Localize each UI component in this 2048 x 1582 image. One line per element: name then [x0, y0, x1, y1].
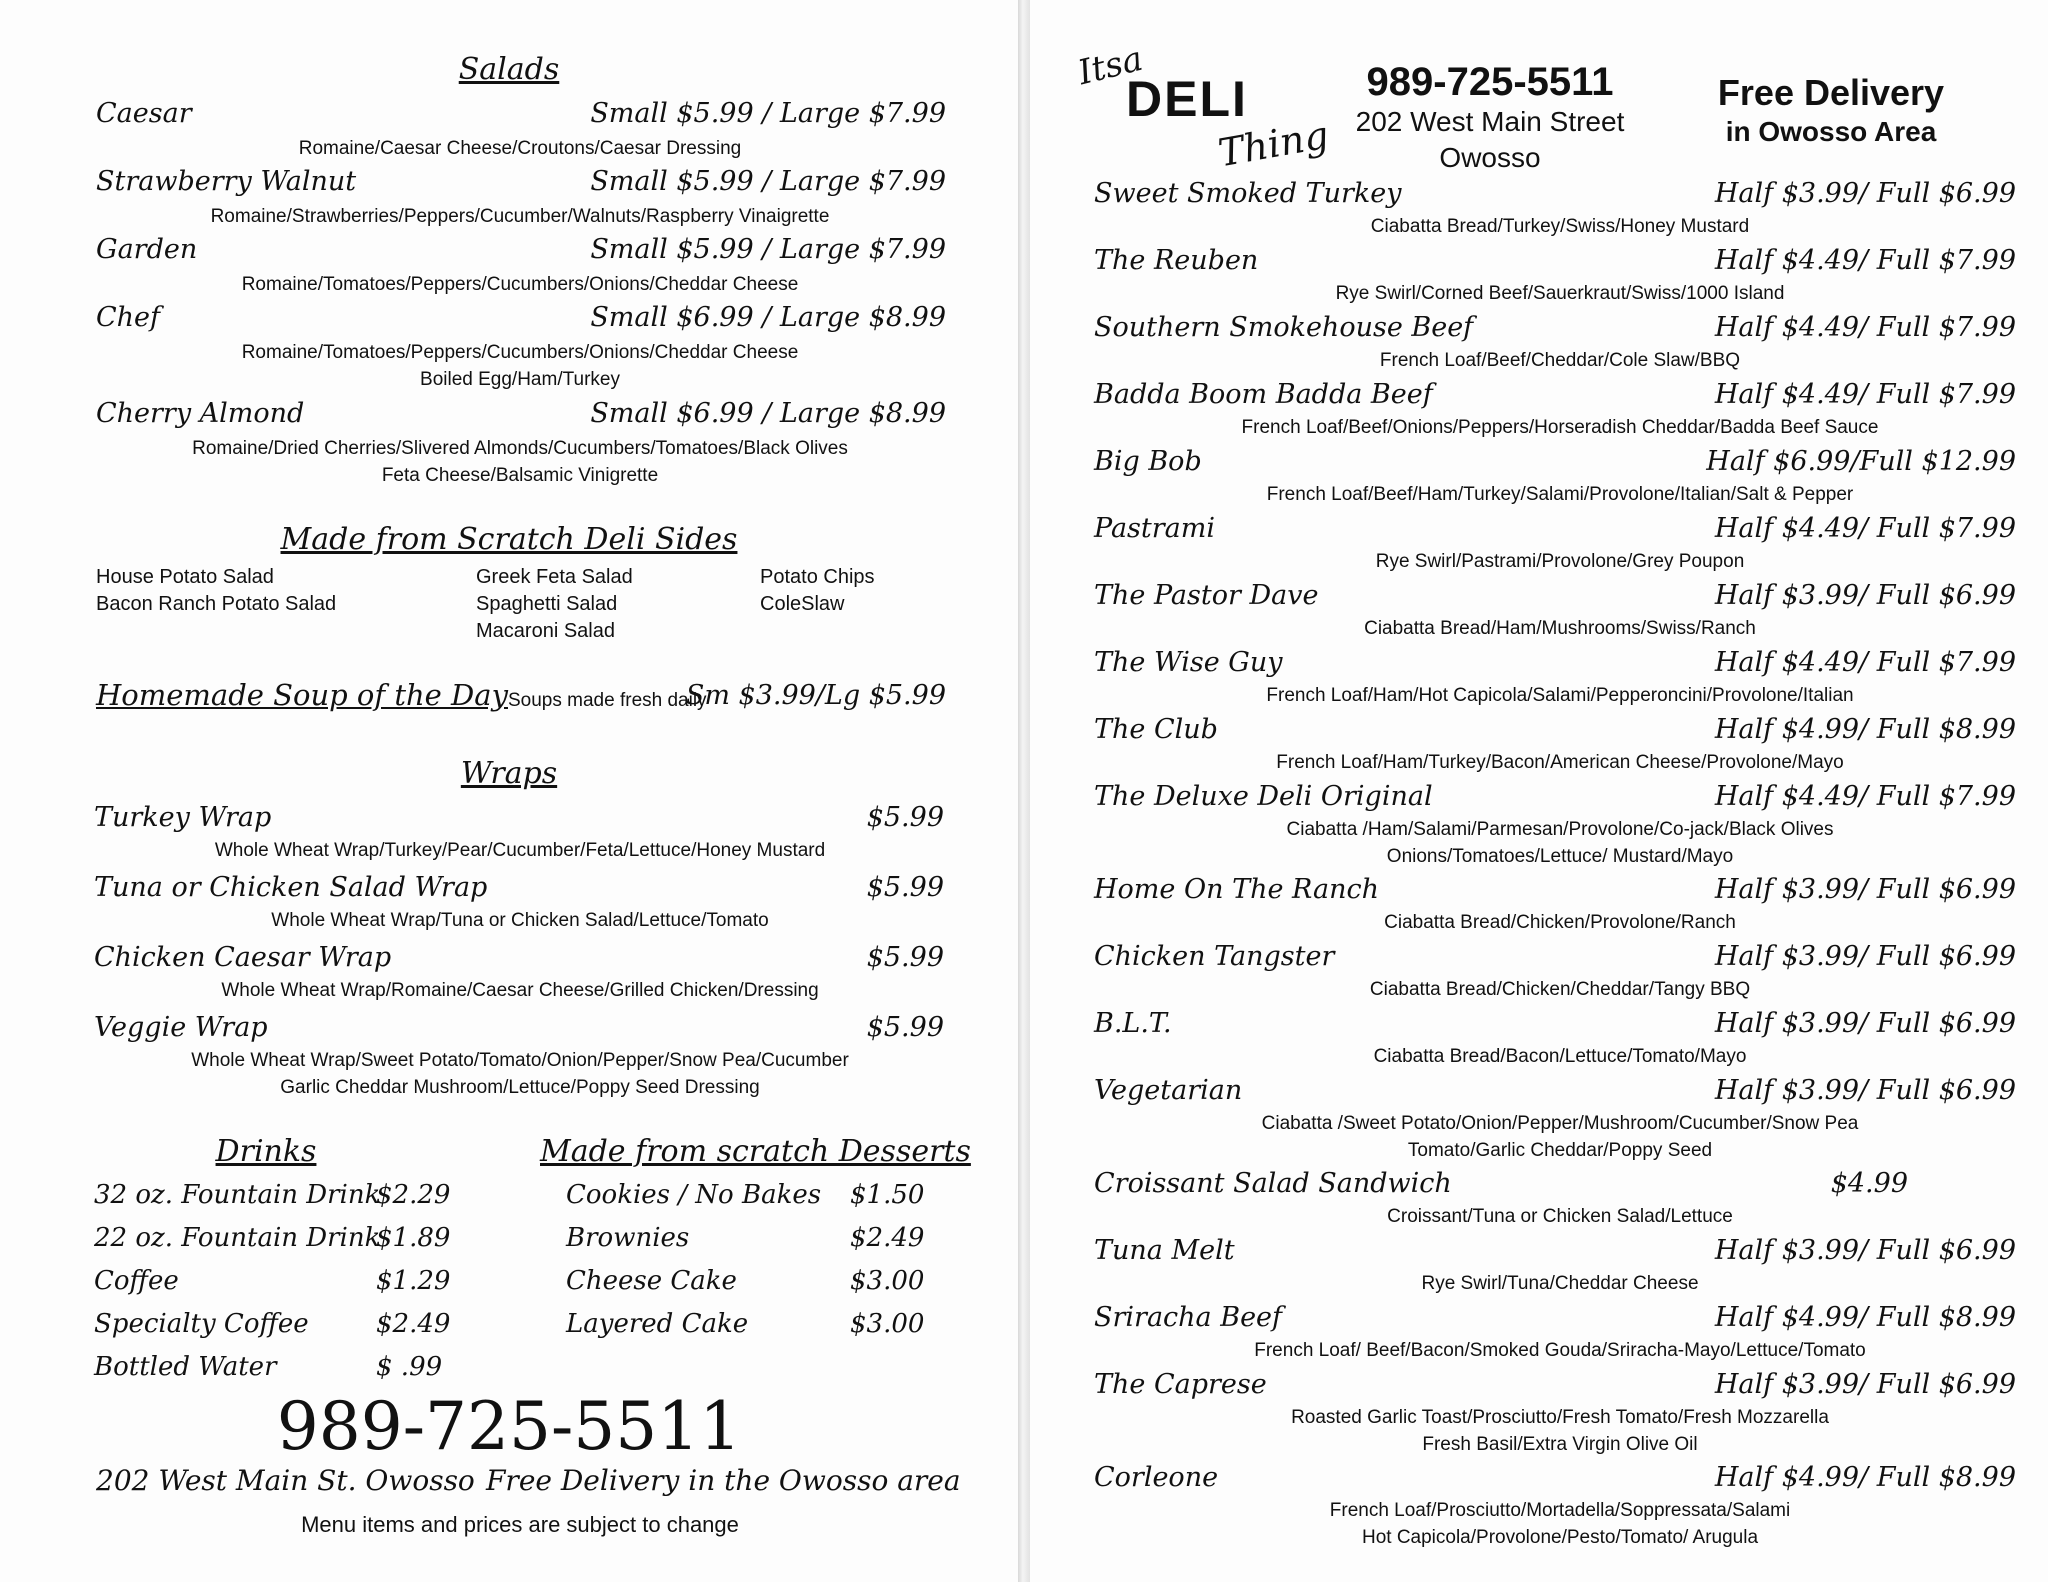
dessert-name: Cheese Cake: [566, 1266, 737, 1296]
sandwich-description: Hot Capicola/Provolone/Pesto/Tomato/ Arugula: [1361, 1527, 1759, 1548]
sandwich-name: Tuna Melt: [1094, 1235, 1235, 1266]
salad-description: Feta Cheese/Balsamic Vinigrette: [381, 465, 659, 486]
drink-price: $1.29: [376, 1266, 451, 1296]
salad-description: Romaine/Caesar Cheese/Croutons/Caesar Dressing: [298, 138, 742, 159]
sandwich-description: Ciabatta /Ham/Salami/Parmesan/Provolone/Co-jack/Black Olives: [1286, 819, 1834, 840]
sandwich-description: Rye Swirl/Tuna/Cheddar Cheese: [1421, 1273, 1699, 1294]
logo-thing: Thing: [1215, 112, 1332, 176]
sandwich-price: Half $4.99/ Full $8.99: [1714, 1462, 2016, 1493]
salad-description: Romaine/Strawberries/Peppers/Cucumber/Walnuts/Raspberry Vinaigrette: [210, 206, 830, 227]
wrap-name: Turkey Wrap: [94, 802, 272, 833]
desserts-heading: Made from scratch Desserts: [540, 1134, 971, 1169]
sandwich-price: Half $4.49/ Full $7.99: [1714, 379, 2016, 410]
sandwich-name: Sweet Smoked Turkey: [1094, 178, 1402, 209]
header-phone: 989-725-5511: [1366, 60, 1614, 104]
wrap-description: Garlic Cheddar Mushroom/Lettuce/Poppy Seed Dressing: [280, 1077, 760, 1098]
drink-price: $2.29: [376, 1180, 451, 1210]
side-item: House Potato Salad: [96, 566, 274, 588]
soup-price: Sm $3.99/Lg $5.99: [685, 680, 946, 711]
drink-price: $2.49: [376, 1309, 451, 1339]
sandwich-name: Chicken Tangster: [1094, 941, 1335, 972]
sandwich-description: French Loaf/ Beef/Bacon/Smoked Gouda/Sriracha-Mayo/Lettuce/Tomato: [1254, 1340, 1866, 1361]
sandwich-price: Half $4.99/ Full $8.99: [1714, 1302, 2016, 1333]
wrap-price: $5.99: [866, 942, 944, 973]
sandwich-price: Half $4.49/ Full $7.99: [1714, 781, 2016, 812]
sandwich-name: Pastrami: [1094, 513, 1215, 544]
sandwich-price: Half $3.99/ Full $6.99: [1714, 580, 2016, 611]
dessert-price: $3.00: [850, 1309, 925, 1339]
sandwich-price: Half $4.49/ Full $7.99: [1714, 647, 2016, 678]
soup-heading: Homemade Soup of the Day: [96, 678, 508, 712]
footer-note: Menu items and prices are subject to change: [301, 1512, 739, 1537]
wraps-heading: Wraps: [460, 756, 558, 791]
sandwich-price: Half $3.99/ Full $6.99: [1714, 874, 2016, 905]
salad-description: Romaine/Tomatoes/Peppers/Cucumbers/Onions/Cheddar Cheese: [241, 274, 799, 295]
salad-price: Small $6.99 / Large $8.99: [590, 302, 946, 333]
sandwich-name: The Pastor Dave: [1094, 580, 1319, 611]
sandwich-description: French Loaf/Beef/Ham/Turkey/Salami/Provolone/Italian/Salt & Pepper: [1266, 484, 1854, 505]
sandwich-description: Ciabatta Bread/Bacon/Lettuce/Tomato/Mayo: [1373, 1046, 1747, 1067]
dessert-name: Cookies / No Bakes: [566, 1180, 822, 1210]
sandwich-price: Half $4.99/ Full $8.99: [1714, 714, 2016, 745]
sides-heading: Made from Scratch Deli Sides: [280, 522, 738, 557]
sandwich-price: Half $3.99/ Full $6.99: [1714, 1369, 2016, 1400]
header-delivery-area: in Owosso Area: [1725, 116, 1937, 147]
salad-price: Small $5.99 / Large $7.99: [590, 234, 946, 265]
sandwich-description: Rye Swirl/Corned Beef/Sauerkraut/Swiss/1000 Island: [1335, 283, 1785, 304]
sandwich-name: The Caprese: [1094, 1369, 1267, 1400]
wrap-description: Whole Wheat Wrap/Sweet Potato/Tomato/Onion/Pepper/Snow Pea/Cucumber: [191, 1050, 849, 1071]
sandwich-name: The Wise Guy: [1094, 647, 1283, 678]
salad-name: Strawberry Walnut: [96, 166, 357, 197]
salads-heading: Salads: [458, 52, 560, 87]
sandwich-name: Southern Smokehouse Beef: [1094, 312, 1474, 343]
soup-note: Soups made fresh daily: [508, 690, 707, 711]
sandwich-description: Ciabatta /Sweet Potato/Onion/Pepper/Mushroom/Cucumber/Snow Pea: [1261, 1113, 1859, 1134]
sandwich-name: Home On The Ranch: [1094, 874, 1379, 905]
sandwich-description: French Loaf/Beef/Onions/Peppers/Horseradish Cheddar/Badda Beef Sauce: [1241, 417, 1879, 438]
sandwich-description: French Loaf/Beef/Cheddar/Cole Slaw/BBQ: [1379, 350, 1741, 371]
footer-delivery: Free Delivery in the Owosso area: [486, 1464, 961, 1497]
drink-price: $ .99: [376, 1352, 443, 1382]
wrap-price: $5.99: [866, 872, 944, 903]
drink-name: 32 oz. Fountain Drink: [94, 1180, 381, 1210]
salad-name: Cherry Almond: [96, 398, 305, 429]
sandwich-price: Half $3.99/ Full $6.99: [1714, 1075, 2016, 1106]
salad-description: Romaine/Dried Cherries/Slivered Almonds/Cucumbers/Tomatoes/Black Olives: [192, 438, 848, 459]
sandwich-price: $4.99: [1830, 1168, 1908, 1199]
dessert-name: Layered Cake: [566, 1309, 749, 1339]
logo-itsa: Itsa: [1074, 38, 1147, 94]
drink-name: Specialty Coffee: [94, 1309, 309, 1339]
salad-description: Romaine/Tomatoes/Peppers/Cucumbers/Onions/Cheddar Cheese: [241, 342, 799, 363]
right-menu-page: [1030, 0, 2048, 1582]
sandwich-description: Croissant/Tuna or Chicken Salad/Lettuce: [1387, 1206, 1733, 1227]
wrap-description: Whole Wheat Wrap/Turkey/Pear/Cucumber/Feta/Lettuce/Honey Mustard: [214, 840, 826, 861]
salad-name: Caesar: [96, 98, 192, 129]
sandwich-price: Half $3.99/ Full $6.99: [1714, 1008, 2016, 1039]
salad-description: Boiled Egg/Ham/Turkey: [420, 369, 620, 390]
header-city: Owosso: [1439, 142, 1541, 173]
sandwich-name: The Reuben: [1094, 245, 1259, 276]
wrap-name: Veggie Wrap: [94, 1012, 268, 1043]
sandwich-description: Ciabatta Bread/Ham/Mushrooms/Swiss/Ranch: [1364, 618, 1756, 639]
sandwich-description: French Loaf/Ham/Hot Capicola/Salami/Pepperoncini/Provolone/Italian: [1266, 685, 1854, 706]
wrap-name: Chicken Caesar Wrap: [94, 942, 392, 973]
sandwich-description: French Loaf/Prosciutto/Mortadella/Soppressata/Salami: [1329, 1500, 1791, 1521]
salad-price: Small $5.99 / Large $7.99: [590, 98, 946, 129]
sandwich-name: The Deluxe Deli Original: [1094, 781, 1433, 812]
header-delivery: Free Delivery: [1717, 72, 1945, 113]
salad-name: Garden: [96, 234, 198, 265]
side-item: Bacon Ranch Potato Salad: [96, 593, 337, 615]
sandwich-price: Half $6.99/Full $12.99: [1706, 446, 2016, 477]
logo-deli: DELI: [1126, 71, 1248, 127]
wrap-price: $5.99: [866, 802, 944, 833]
sandwich-name: Vegetarian: [1094, 1075, 1243, 1106]
wrap-price: $5.99: [866, 1012, 944, 1043]
salad-name: Chef: [96, 302, 161, 333]
side-item: ColeSlaw: [760, 593, 845, 615]
sandwich-price: Half $3.99/ Full $6.99: [1714, 941, 2016, 972]
drink-name: Bottled Water: [94, 1352, 277, 1382]
dessert-price: $3.00: [850, 1266, 925, 1296]
left-menu-page: [0, 0, 1018, 1582]
sandwich-name: Corleone: [1094, 1462, 1219, 1493]
sandwich-description: Fresh Basil/Extra Virgin Olive Oil: [1422, 1434, 1698, 1455]
side-item: Greek Feta Salad: [476, 566, 633, 588]
wrap-description: Whole Wheat Wrap/Tuna or Chicken Salad/Lettuce/Tomato: [271, 910, 769, 931]
sandwich-name: B.L.T.: [1094, 1008, 1172, 1039]
sandwich-price: Half $3.99/ Full $6.99: [1714, 1235, 2016, 1266]
sandwich-description: Tomato/Garlic Cheddar/Poppy Seed: [1407, 1140, 1713, 1161]
drinks-heading: Drinks: [215, 1134, 317, 1169]
sandwich-description: Roasted Garlic Toast/Prosciutto/Fresh Tomato/Fresh Mozzarella: [1291, 1407, 1829, 1428]
side-item: Potato Chips: [760, 566, 875, 588]
sandwich-name: Big Bob: [1094, 446, 1202, 477]
sandwich-description: Ciabatta Bread/Chicken/Provolone/Ranch: [1384, 912, 1736, 933]
wrap-name: Tuna or Chicken Salad Wrap: [94, 872, 488, 903]
sandwich-description: French Loaf/Ham/Turkey/Bacon/American Cheese/Provolone/Mayo: [1276, 752, 1844, 773]
side-item: Spaghetti Salad: [476, 593, 618, 615]
drink-name: Coffee: [94, 1266, 179, 1296]
sandwich-name: Badda Boom Badda Beef: [1094, 379, 1433, 410]
sandwich-description: Onions/Tomatoes/Lettuce/ Mustard/Mayo: [1386, 846, 1734, 867]
sandwich-name: The Club: [1094, 714, 1218, 745]
footer-address: 202 West Main St. Owosso: [96, 1464, 475, 1497]
sandwich-price: Half $4.49/ Full $7.99: [1714, 245, 2016, 276]
salad-price: Small $5.99 / Large $7.99: [590, 166, 946, 197]
page-fold: [1018, 0, 1030, 1582]
dessert-price: $2.49: [850, 1223, 925, 1253]
drink-price: $1.89: [376, 1223, 451, 1253]
drink-name: 22 oz. Fountain Drink: [94, 1223, 381, 1253]
sandwich-price: Half $4.49/ Full $7.99: [1714, 312, 2016, 343]
header-street: 202 West Main Street: [1355, 106, 1625, 137]
dessert-price: $1.50: [850, 1180, 925, 1210]
sandwich-description: Ciabatta Bread/Chicken/Cheddar/Tangy BBQ: [1369, 979, 1751, 1000]
sandwich-description: Ciabatta Bread/Turkey/Swiss/Honey Mustard: [1370, 216, 1750, 237]
sandwich-price: Half $4.49/ Full $7.99: [1714, 513, 2016, 544]
sandwich-name: Sriracha Beef: [1094, 1302, 1283, 1333]
wrap-description: Whole Wheat Wrap/Romaine/Caesar Cheese/Grilled Chicken/Dressing: [221, 980, 819, 1001]
sandwich-description: Rye Swirl/Pastrami/Provolone/Grey Poupon: [1375, 551, 1745, 572]
sandwich-price: Half $3.99/ Full $6.99: [1714, 178, 2016, 209]
dessert-name: Brownies: [566, 1223, 690, 1253]
side-item: Macaroni Salad: [476, 620, 615, 642]
sandwich-name: Croissant Salad Sandwich: [1094, 1168, 1452, 1199]
footer-phone: 989-725-5511: [276, 1388, 742, 1465]
salad-price: Small $6.99 / Large $8.99: [590, 398, 946, 429]
